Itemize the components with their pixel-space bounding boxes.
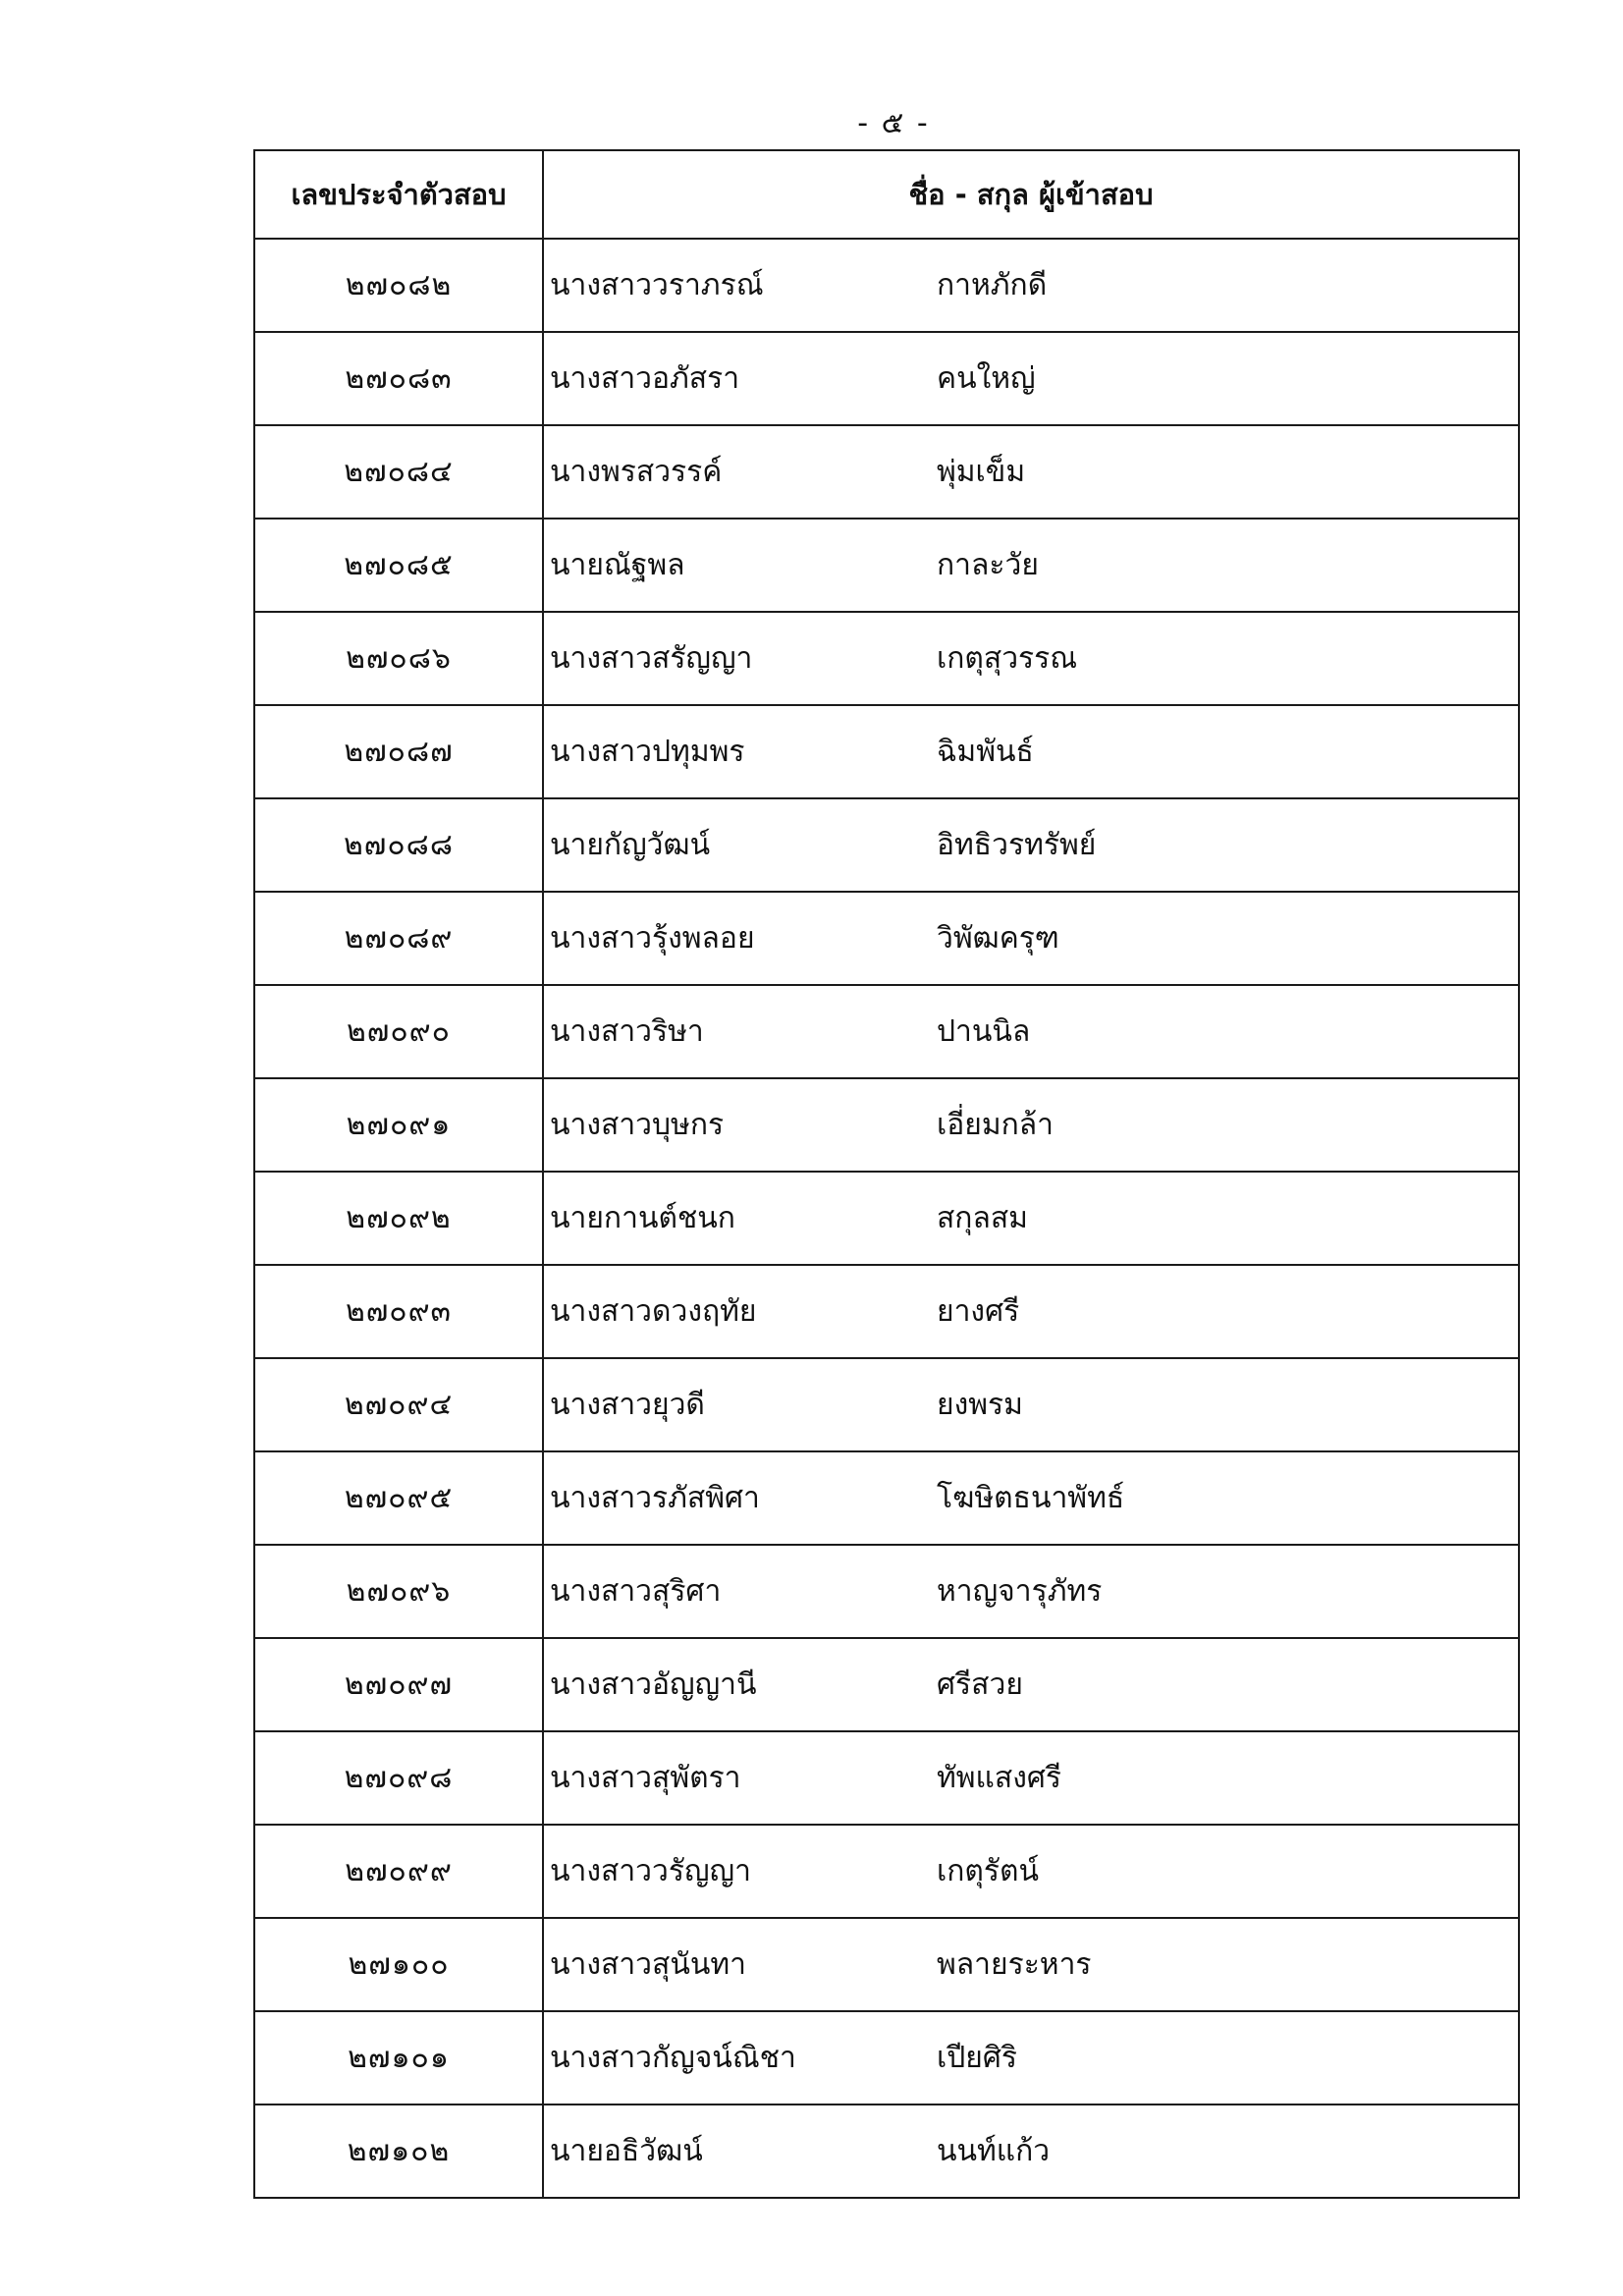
header-examinee-name: ชื่อ - สกุล ผู้เข้าสอบ — [543, 150, 1519, 239]
exam-id-cell: ๒๗๐๘๘ — [254, 798, 543, 892]
table-row — [254, 1358, 1519, 1451]
last-name: พลายระหาร — [937, 1947, 1092, 1982]
examinee-name-cell — [543, 705, 1519, 798]
table-row — [254, 798, 1519, 892]
table-row — [254, 1731, 1519, 1825]
name-wrap — [544, 240, 1518, 331]
exam-id-cell: ๒๗๐๙๗ — [254, 1638, 543, 1731]
name-wrap — [544, 799, 1518, 891]
exam-id-cell: ๒๗๐๙๓ — [254, 1265, 543, 1358]
last-name: เอี่ยมกล้า — [937, 1108, 1055, 1142]
table-row — [254, 1825, 1519, 1918]
first-name: นายณัฐพล — [550, 548, 685, 582]
examinee-name-cell — [543, 519, 1519, 612]
first-name: นางสาวอัญญานี — [550, 1667, 757, 1702]
table-row — [254, 2105, 1519, 2198]
exam-id-cell: ๒๗๐๘๙ — [254, 892, 543, 985]
table-row — [254, 892, 1519, 985]
last-name: ทัพแสงศรี — [937, 1761, 1062, 1795]
table-header-row — [254, 150, 1519, 239]
name-wrap — [544, 1359, 1518, 1450]
examinee-name-cell — [543, 332, 1519, 425]
examinee-name-cell — [543, 1172, 1519, 1265]
first-name: นางสาวยุวดี — [550, 1388, 705, 1422]
table-row — [254, 1545, 1519, 1638]
table-row — [254, 612, 1519, 705]
name-wrap — [544, 706, 1518, 797]
name-wrap — [544, 1546, 1518, 1637]
first-name: นางพรสวรรค์ — [550, 455, 723, 489]
examinee-name-cell — [543, 1545, 1519, 1638]
last-name: กาหภักดี — [937, 268, 1048, 302]
name-wrap — [544, 2105, 1518, 2197]
last-name: อิทธิวรทรัพย์ — [937, 828, 1097, 862]
name-wrap — [544, 519, 1518, 611]
examinee-name-cell — [543, 1078, 1519, 1172]
first-name: นางสาวปทุมพร — [550, 735, 745, 769]
last-name: ฉิมพันธ์ — [937, 735, 1034, 769]
name-wrap — [544, 333, 1518, 424]
table-row — [254, 1638, 1519, 1731]
name-wrap — [544, 613, 1518, 704]
table-body — [254, 239, 1519, 2198]
last-name: กาละวัย — [937, 548, 1039, 582]
examinee-name-cell — [543, 425, 1519, 519]
examinee-name-cell — [543, 1638, 1519, 1731]
exam-id-cell: ๒๗๐๘๖ — [254, 612, 543, 705]
examinee-name-cell — [543, 892, 1519, 985]
exam-id-cell: ๒๗๐๘๕ — [254, 519, 543, 612]
last-name: วิพัฒครุฑ — [937, 921, 1059, 956]
first-name: นางสาวกัญจน์ณิชา — [550, 2041, 796, 2075]
exam-id-cell: ๒๗๐๙๒ — [254, 1172, 543, 1265]
table-row — [254, 2011, 1519, 2105]
first-name: นางสาวอภัสรา — [550, 361, 740, 396]
examinee-name-cell — [543, 239, 1519, 332]
name-wrap — [544, 1452, 1518, 1544]
name-wrap — [544, 426, 1518, 518]
first-name: นางสาววรัญญา — [550, 1854, 751, 1888]
first-name: นางสาวสรัญญา — [550, 641, 753, 676]
exam-id-cell: ๒๗๐๘๓ — [254, 332, 543, 425]
last-name: ยางศรี — [937, 1294, 1020, 1329]
exam-id-cell: ๒๗๐๙๘ — [254, 1731, 543, 1825]
last-name: พุ่มเข็ม — [937, 455, 1026, 489]
examinee-name-cell — [543, 1918, 1519, 2011]
table-row — [254, 239, 1519, 332]
last-name: หาญจารุภัทร — [937, 1574, 1103, 1609]
first-name: นายอธิวัฒน์ — [550, 2134, 703, 2168]
exam-id-cell: ๒๗๐๘๔ — [254, 425, 543, 519]
first-name: นางสาวรภัสพิศา — [550, 1481, 760, 1515]
exam-id-cell: ๒๗๐๙๔ — [254, 1358, 543, 1451]
exam-id-cell: ๒๗๐๙๖ — [254, 1545, 543, 1638]
first-name: นางสาววราภรณ์ — [550, 268, 764, 302]
name-wrap — [544, 1173, 1518, 1264]
first-name: นางสาวริษา — [550, 1014, 704, 1049]
exam-id-cell: ๒๗๐๙๙ — [254, 1825, 543, 1918]
first-name: นายกานต์ชนก — [550, 1201, 735, 1235]
first-name: นางสาวสุพัตรา — [550, 1761, 741, 1795]
examinee-name-cell — [543, 985, 1519, 1078]
last-name: ยงพรม — [937, 1388, 1023, 1422]
examinee-name-cell — [543, 798, 1519, 892]
examinee-name-cell — [543, 2011, 1519, 2105]
examinee-name-cell — [543, 1358, 1519, 1451]
name-wrap — [544, 1639, 1518, 1730]
examinee-name-cell — [543, 2105, 1519, 2198]
first-name: นางสาวสุนันทา — [550, 1947, 746, 1982]
exam-id-cell: ๒๗๑๐๐ — [254, 1918, 543, 2011]
page-number: - ๕ - — [857, 106, 930, 140]
table-row — [254, 519, 1519, 612]
first-name: นางสาวสุริศา — [550, 1574, 722, 1609]
last-name: ศรีสวย — [937, 1667, 1023, 1702]
last-name: ปานนิล — [937, 1014, 1031, 1049]
examinee-name-cell — [543, 1825, 1519, 1918]
first-name: นางสาวบุษกร — [550, 1108, 725, 1142]
name-wrap — [544, 1079, 1518, 1171]
header-exam-id: เลขประจำตัวสอบ — [254, 150, 543, 239]
exam-id-cell: ๒๗๑๐๑ — [254, 2011, 543, 2105]
table-row — [254, 425, 1519, 519]
name-wrap — [544, 1266, 1518, 1357]
last-name: เกตุสุวรรณ — [937, 641, 1078, 676]
exam-id-cell: ๒๗๐๙๑ — [254, 1078, 543, 1172]
table-row — [254, 985, 1519, 1078]
first-name: นางสาวรุ้งพลอย — [550, 921, 755, 956]
table-row — [254, 1918, 1519, 2011]
last-name: สกุลสม — [937, 1201, 1028, 1235]
last-name: เปียศิริ — [937, 2041, 1018, 2075]
name-wrap — [544, 1919, 1518, 2010]
table-row — [254, 332, 1519, 425]
exam-id-cell: ๒๗๑๐๒ — [254, 2105, 543, 2198]
table-row — [254, 1265, 1519, 1358]
last-name: เกตุรัตน์ — [937, 1854, 1040, 1888]
table-row — [254, 1078, 1519, 1172]
last-name: คนใหญ่ — [937, 361, 1036, 396]
examinee-table — [253, 149, 1520, 2199]
first-name: นางสาวดวงฤทัย — [550, 1294, 757, 1329]
table-row — [254, 1451, 1519, 1545]
exam-id-cell: ๒๗๐๙๐ — [254, 985, 543, 1078]
last-name: นนท์แก้ว — [937, 2134, 1051, 2168]
first-name: นายกัญวัฒน์ — [550, 828, 711, 862]
name-wrap — [544, 986, 1518, 1077]
examinee-name-cell — [543, 1451, 1519, 1545]
name-wrap — [544, 1732, 1518, 1824]
name-wrap — [544, 2012, 1518, 2104]
name-wrap — [544, 893, 1518, 984]
last-name: โฆษิตธนาพัทธ์ — [937, 1481, 1125, 1515]
examinee-name-cell — [543, 612, 1519, 705]
table-row — [254, 705, 1519, 798]
table-row — [254, 1172, 1519, 1265]
exam-id-cell: ๒๗๐๙๕ — [254, 1451, 543, 1545]
examinee-name-cell — [543, 1265, 1519, 1358]
exam-id-cell: ๒๗๐๘๒ — [254, 239, 543, 332]
name-wrap — [544, 1826, 1518, 1917]
exam-id-cell: ๒๗๐๘๗ — [254, 705, 543, 798]
examinee-name-cell — [543, 1731, 1519, 1825]
